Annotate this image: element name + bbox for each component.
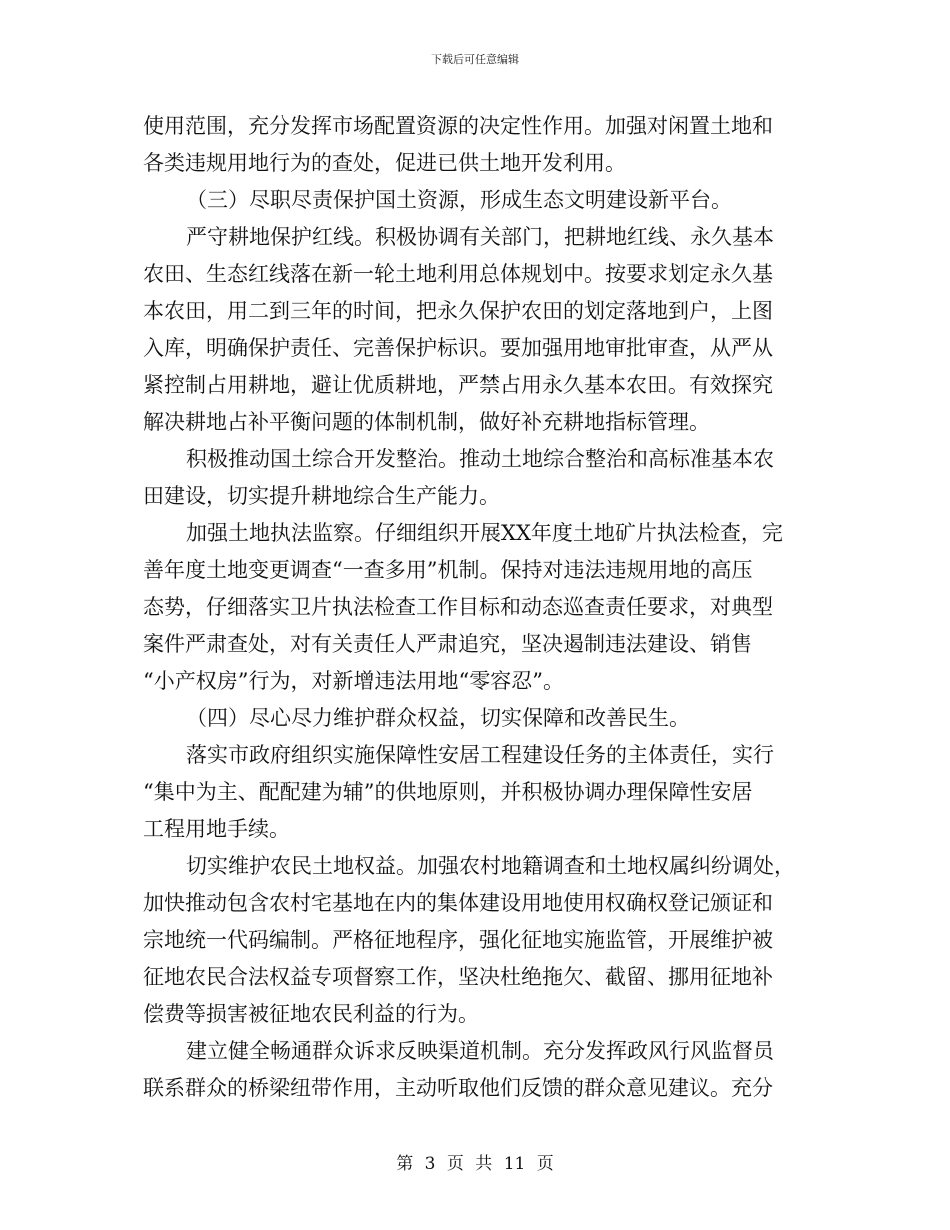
text-line: 严守耕地保护红线。积极协调有关部门，把耕地红线、永久基本 [186,225,774,249]
page-number: 第 3 页 共 11 页 [396,1154,554,1174]
text-line: 田建设，切实提升耕地综合生产能力。 [143,484,500,508]
text-line: 加快推动包含农村宅基地在内的集体建设用地使用权确权登记颁证和 [143,891,773,915]
text-line: 切实维护农民土地权益。加强农村地籍调查和土地权属纠纷调处， [186,854,795,878]
text-line: “小产权房”行为，对新增违法用地“零容忍”。 [143,669,564,693]
text-line: 宗地统一代码编制。严格征地程序，强化征地实施监管，开展维护被 [143,928,773,952]
text-line: 偿费等损害被征地农民利益的行为。 [143,1002,479,1026]
text-line: 建立健全畅通群众诉求反映渠道机制。充分发挥政风行风监督员 [186,1039,774,1063]
text-line: 落实市政府组织实施保障性安居工程建设任务的主体责任，实行 [186,743,774,767]
text-line: 紧控制占用耕地，避让优质耕地，严禁占用永久基本农田。有效探究 [143,373,773,397]
text-line: 解决耕地占补平衡问题的体制机制，做好补充耕地指标管理。 [143,410,710,434]
text-line: “集中为主、配配建为辅”的供地原则，并积极协调办理保障性安居 [143,780,753,804]
text-line: 案件严肃查处，对有关责任人严肃追究，坚决遏制违法建设、销售 [143,632,752,656]
text-line: 各类违规用地行为的查处，促进已供土地开发利用。 [143,151,626,175]
text-line: 联系群众的桥梁纽带作用，主动听取他们反馈的群众意见建议。充分 [143,1076,773,1100]
text-line: 入库，明确保护责任、完善保护标识。要加强用地审批审查，从严从 [143,336,773,360]
page-header: 下载后可任意编辑 [431,53,519,66]
document-body [143,108,807,1107]
text-line: 加强土地执法监察。仔细组织开展XX年度土地矿片执法检查，完 [186,521,783,545]
text-line: 本农田，用二到三年的时间，把永久保护农田的划定落地到户，上图 [143,299,773,323]
text-line: 积极推动国土综合开发整治。推动土地综合整治和高标准基本农 [186,447,774,471]
section-heading: （三）尽职尽责保护国土资源，形成生态文明建设新平台。 [186,188,732,212]
text-line: 使用范围，充分发挥市场配置资源的决定性作用。加强对闲置土地和 [143,114,773,138]
text-line: 态势，仔细落实卫片执法检查工作目标和动态巡查责任要求，对典型 [143,595,773,619]
text-line: 工程用地手续。 [143,817,290,841]
text-line: 征地农民合法权益专项督察工作，坚决杜绝拖欠、截留、挪用征地补 [143,965,773,989]
text-line: 农田、生态红线落在新一轮土地利用总体规划中。按要求划定永久基 [143,262,773,286]
text-line: 善年度土地变更调查“一查多用”机制。保持对违法违规用地的高压 [143,558,753,582]
section-heading: （四）尽心尽力维护群众权益，切实保障和改善民生。 [186,706,690,730]
